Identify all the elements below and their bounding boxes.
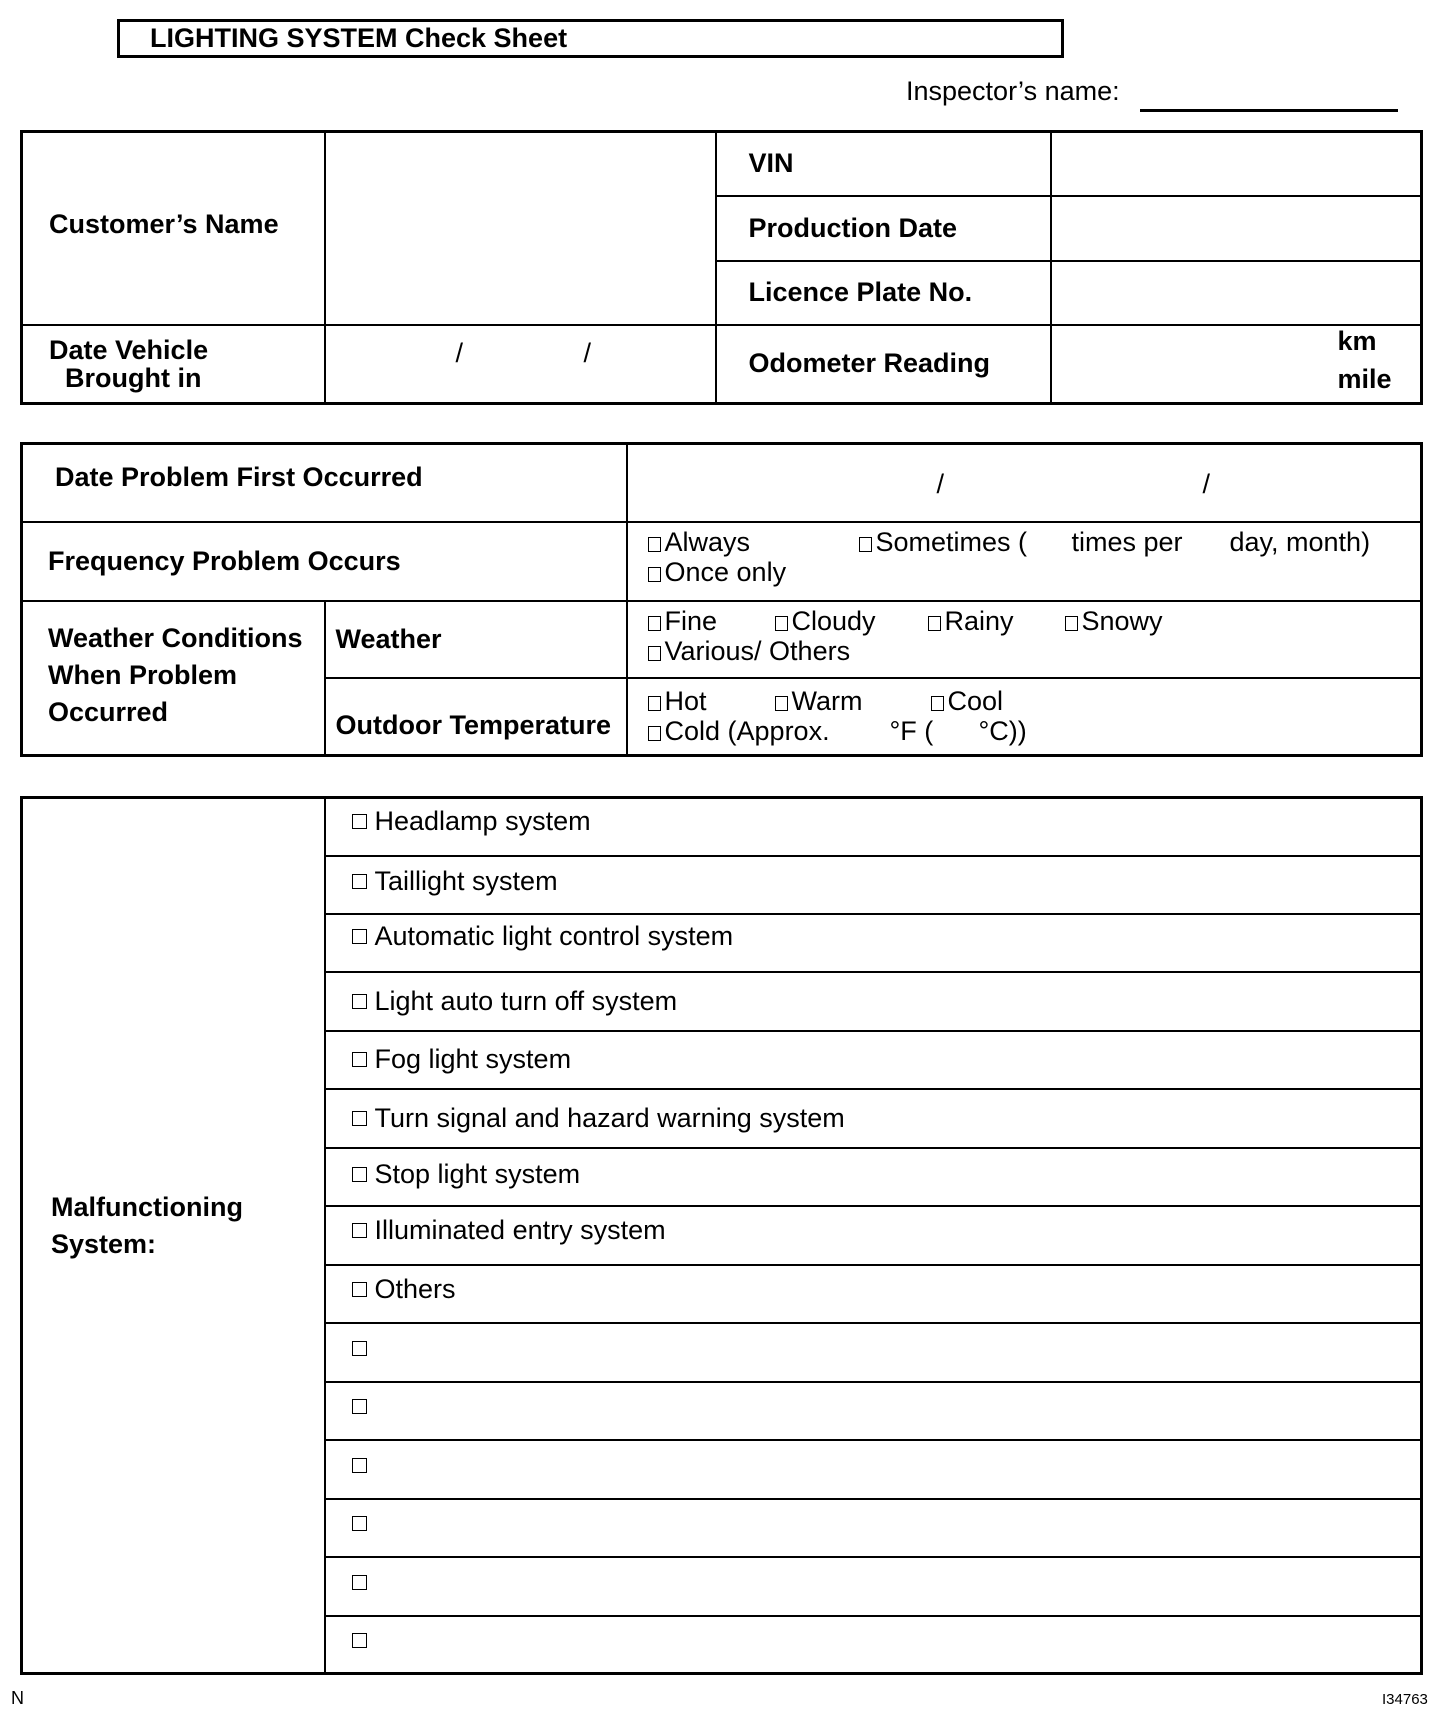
vin-label: VIN xyxy=(716,132,1051,196)
date-brought-in-line2: Brought in xyxy=(65,362,202,393)
temp-fahrenheit-label: °F ( xyxy=(889,715,934,746)
checkbox-icon xyxy=(648,616,661,631)
checkbox-icon xyxy=(352,1111,367,1126)
list-item[interactable] xyxy=(325,798,1422,856)
sheet-title: LIGHTING SYSTEM Check Sheet xyxy=(117,19,1064,58)
list-item[interactable] xyxy=(325,1440,1422,1499)
malfunctioning-system-label xyxy=(22,798,325,1674)
checkbox-icon xyxy=(352,1458,367,1473)
freq-sometimes-label: Sometimes ( xyxy=(875,526,1028,557)
malfunctioning-system-table xyxy=(20,796,1423,1675)
weather-snowy-label: Snowy xyxy=(1081,605,1163,636)
checkbox-icon xyxy=(859,537,872,552)
list-item[interactable] xyxy=(325,914,1422,972)
checkbox-icon xyxy=(648,537,661,552)
weather-rainy-label: Rainy xyxy=(944,605,1014,636)
footer-left-mark: N xyxy=(11,1688,24,1708)
figure-id: I34763 xyxy=(1382,1691,1428,1708)
freq-sometimes-option[interactable] xyxy=(859,527,1028,558)
weather-label: Weather xyxy=(325,601,627,678)
list-item[interactable] xyxy=(325,1206,1422,1265)
production-date-field[interactable] xyxy=(1051,196,1422,261)
temp-celsius-label: °C)) xyxy=(978,715,1027,746)
checkbox-icon xyxy=(648,696,661,711)
checkbox-icon xyxy=(1065,616,1078,631)
weather-conditions-line2: When Problem xyxy=(48,660,238,691)
list-item[interactable] xyxy=(325,856,1422,914)
weather-cloudy-label: Cloudy xyxy=(791,605,876,636)
temp-warm-option[interactable] xyxy=(775,686,863,717)
malfunctioning-system-line2: System: xyxy=(51,1228,157,1259)
system-item-label: Stop light system xyxy=(374,1159,581,1189)
temp-hot-label: Hot xyxy=(664,685,707,716)
weather-conditions-line3: Occurred xyxy=(48,697,169,728)
checkbox-icon xyxy=(352,1282,367,1297)
date-first-occurred-field[interactable] xyxy=(627,444,1422,522)
problem-conditions-table xyxy=(20,442,1423,757)
list-item[interactable] xyxy=(325,972,1422,1031)
checkbox-icon xyxy=(352,814,367,829)
malfunctioning-system-line1: Malfunctioning xyxy=(51,1191,243,1222)
checkbox-icon xyxy=(352,1516,367,1531)
list-item[interactable] xyxy=(325,1148,1422,1206)
weather-snowy-option[interactable] xyxy=(1065,606,1163,637)
weather-options xyxy=(627,601,1422,678)
weather-fine-option[interactable] xyxy=(648,606,718,637)
system-item-label: Fog light system xyxy=(374,1044,572,1074)
checkbox-icon xyxy=(352,1399,367,1414)
freq-always-option[interactable] xyxy=(648,527,751,558)
date-brought-in-line1: Date Vehicle xyxy=(49,334,209,365)
checkbox-icon xyxy=(352,1052,367,1067)
licence-plate-label: Licence Plate No. xyxy=(716,261,1051,325)
system-item-label: Light auto turn off system xyxy=(374,985,678,1016)
vin-field[interactable] xyxy=(1051,132,1422,196)
list-item[interactable] xyxy=(325,1557,1422,1616)
date-slash: / xyxy=(455,337,464,368)
temp-cool-option[interactable] xyxy=(931,686,1004,717)
outdoor-temperature-label: Outdoor Temperature xyxy=(325,678,627,756)
inspector-name-line[interactable] xyxy=(1140,109,1398,112)
checkbox-icon xyxy=(775,616,788,631)
frequency-options xyxy=(627,522,1422,601)
weather-conditions-line1: Weather Conditions xyxy=(48,623,303,654)
checkbox-icon xyxy=(648,726,661,741)
weather-cloudy-option[interactable] xyxy=(775,606,876,637)
list-item[interactable] xyxy=(325,1616,1422,1674)
freq-day-month-label: day, month) xyxy=(1229,526,1371,557)
checkbox-icon xyxy=(352,874,367,889)
odometer-field[interactable] xyxy=(1051,325,1422,404)
checkbox-icon xyxy=(352,1633,367,1648)
weather-fine-label: Fine xyxy=(664,605,718,636)
freq-always-label: Always xyxy=(664,526,751,557)
production-date-label: Production Date xyxy=(716,196,1051,261)
inspector-name-label: Inspector’s name: xyxy=(906,76,1120,106)
date-brought-in-field[interactable] xyxy=(325,325,716,404)
freq-times-per-label: times per xyxy=(1071,526,1183,557)
weather-various-option[interactable] xyxy=(648,636,851,667)
customer-name-field[interactable] xyxy=(325,132,716,325)
date-slash: / xyxy=(1202,469,1211,499)
checkbox-icon xyxy=(352,994,367,1009)
date-first-occurred-label: Date Problem First Occurred xyxy=(22,444,627,522)
system-item-label: Turn signal and hazard warning system xyxy=(374,1102,845,1133)
list-item[interactable] xyxy=(325,1089,1422,1148)
unit-km: km xyxy=(1337,325,1377,356)
odometer-label: Odometer Reading xyxy=(716,325,1051,404)
checkbox-icon xyxy=(931,696,944,711)
freq-once-label: Once only xyxy=(664,556,787,587)
checkbox-icon xyxy=(352,1167,367,1182)
system-item-label: Headlamp system xyxy=(374,806,591,837)
date-brought-in-label xyxy=(22,325,325,404)
system-item-label: Others xyxy=(374,1274,456,1304)
list-item[interactable] xyxy=(325,1323,1422,1382)
checkbox-icon xyxy=(928,616,941,631)
vehicle-info-table xyxy=(20,130,1423,405)
system-item-label: Automatic light control system xyxy=(374,921,734,951)
weather-rainy-option[interactable] xyxy=(928,606,1014,637)
list-item[interactable] xyxy=(325,1382,1422,1440)
list-item[interactable] xyxy=(325,1265,1422,1323)
unit-mile: mile xyxy=(1337,363,1392,394)
system-item-label: Taillight system xyxy=(374,866,558,896)
checkbox-icon xyxy=(352,1341,367,1356)
temperature-options xyxy=(627,678,1422,756)
list-item[interactable] xyxy=(325,1499,1422,1557)
checkbox-icon xyxy=(352,929,367,944)
checkbox-icon xyxy=(648,567,661,582)
checkbox-icon xyxy=(352,1575,367,1590)
temp-cool-label: Cool xyxy=(947,685,1004,716)
customer-name-label: Customer’s Name xyxy=(22,132,325,325)
list-item[interactable] xyxy=(325,1031,1422,1089)
freq-once-option[interactable] xyxy=(648,557,787,588)
licence-plate-field[interactable] xyxy=(1051,261,1422,325)
temp-cold-option[interactable] xyxy=(648,716,830,747)
weather-various-label: Various/ Others xyxy=(664,635,851,666)
system-item-label: Illuminated entry system xyxy=(374,1214,666,1245)
temp-warm-label: Warm xyxy=(791,685,863,716)
temp-hot-option[interactable] xyxy=(648,686,707,717)
frequency-label: Frequency Problem Occurs xyxy=(22,522,627,601)
date-slash: / xyxy=(583,337,592,368)
temp-cold-label: Cold (Approx. xyxy=(664,715,830,746)
checkbox-icon xyxy=(352,1223,367,1238)
checkbox-icon xyxy=(775,696,788,711)
checkbox-icon xyxy=(648,646,661,661)
date-slash: / xyxy=(936,469,945,499)
weather-conditions-label xyxy=(22,601,325,756)
